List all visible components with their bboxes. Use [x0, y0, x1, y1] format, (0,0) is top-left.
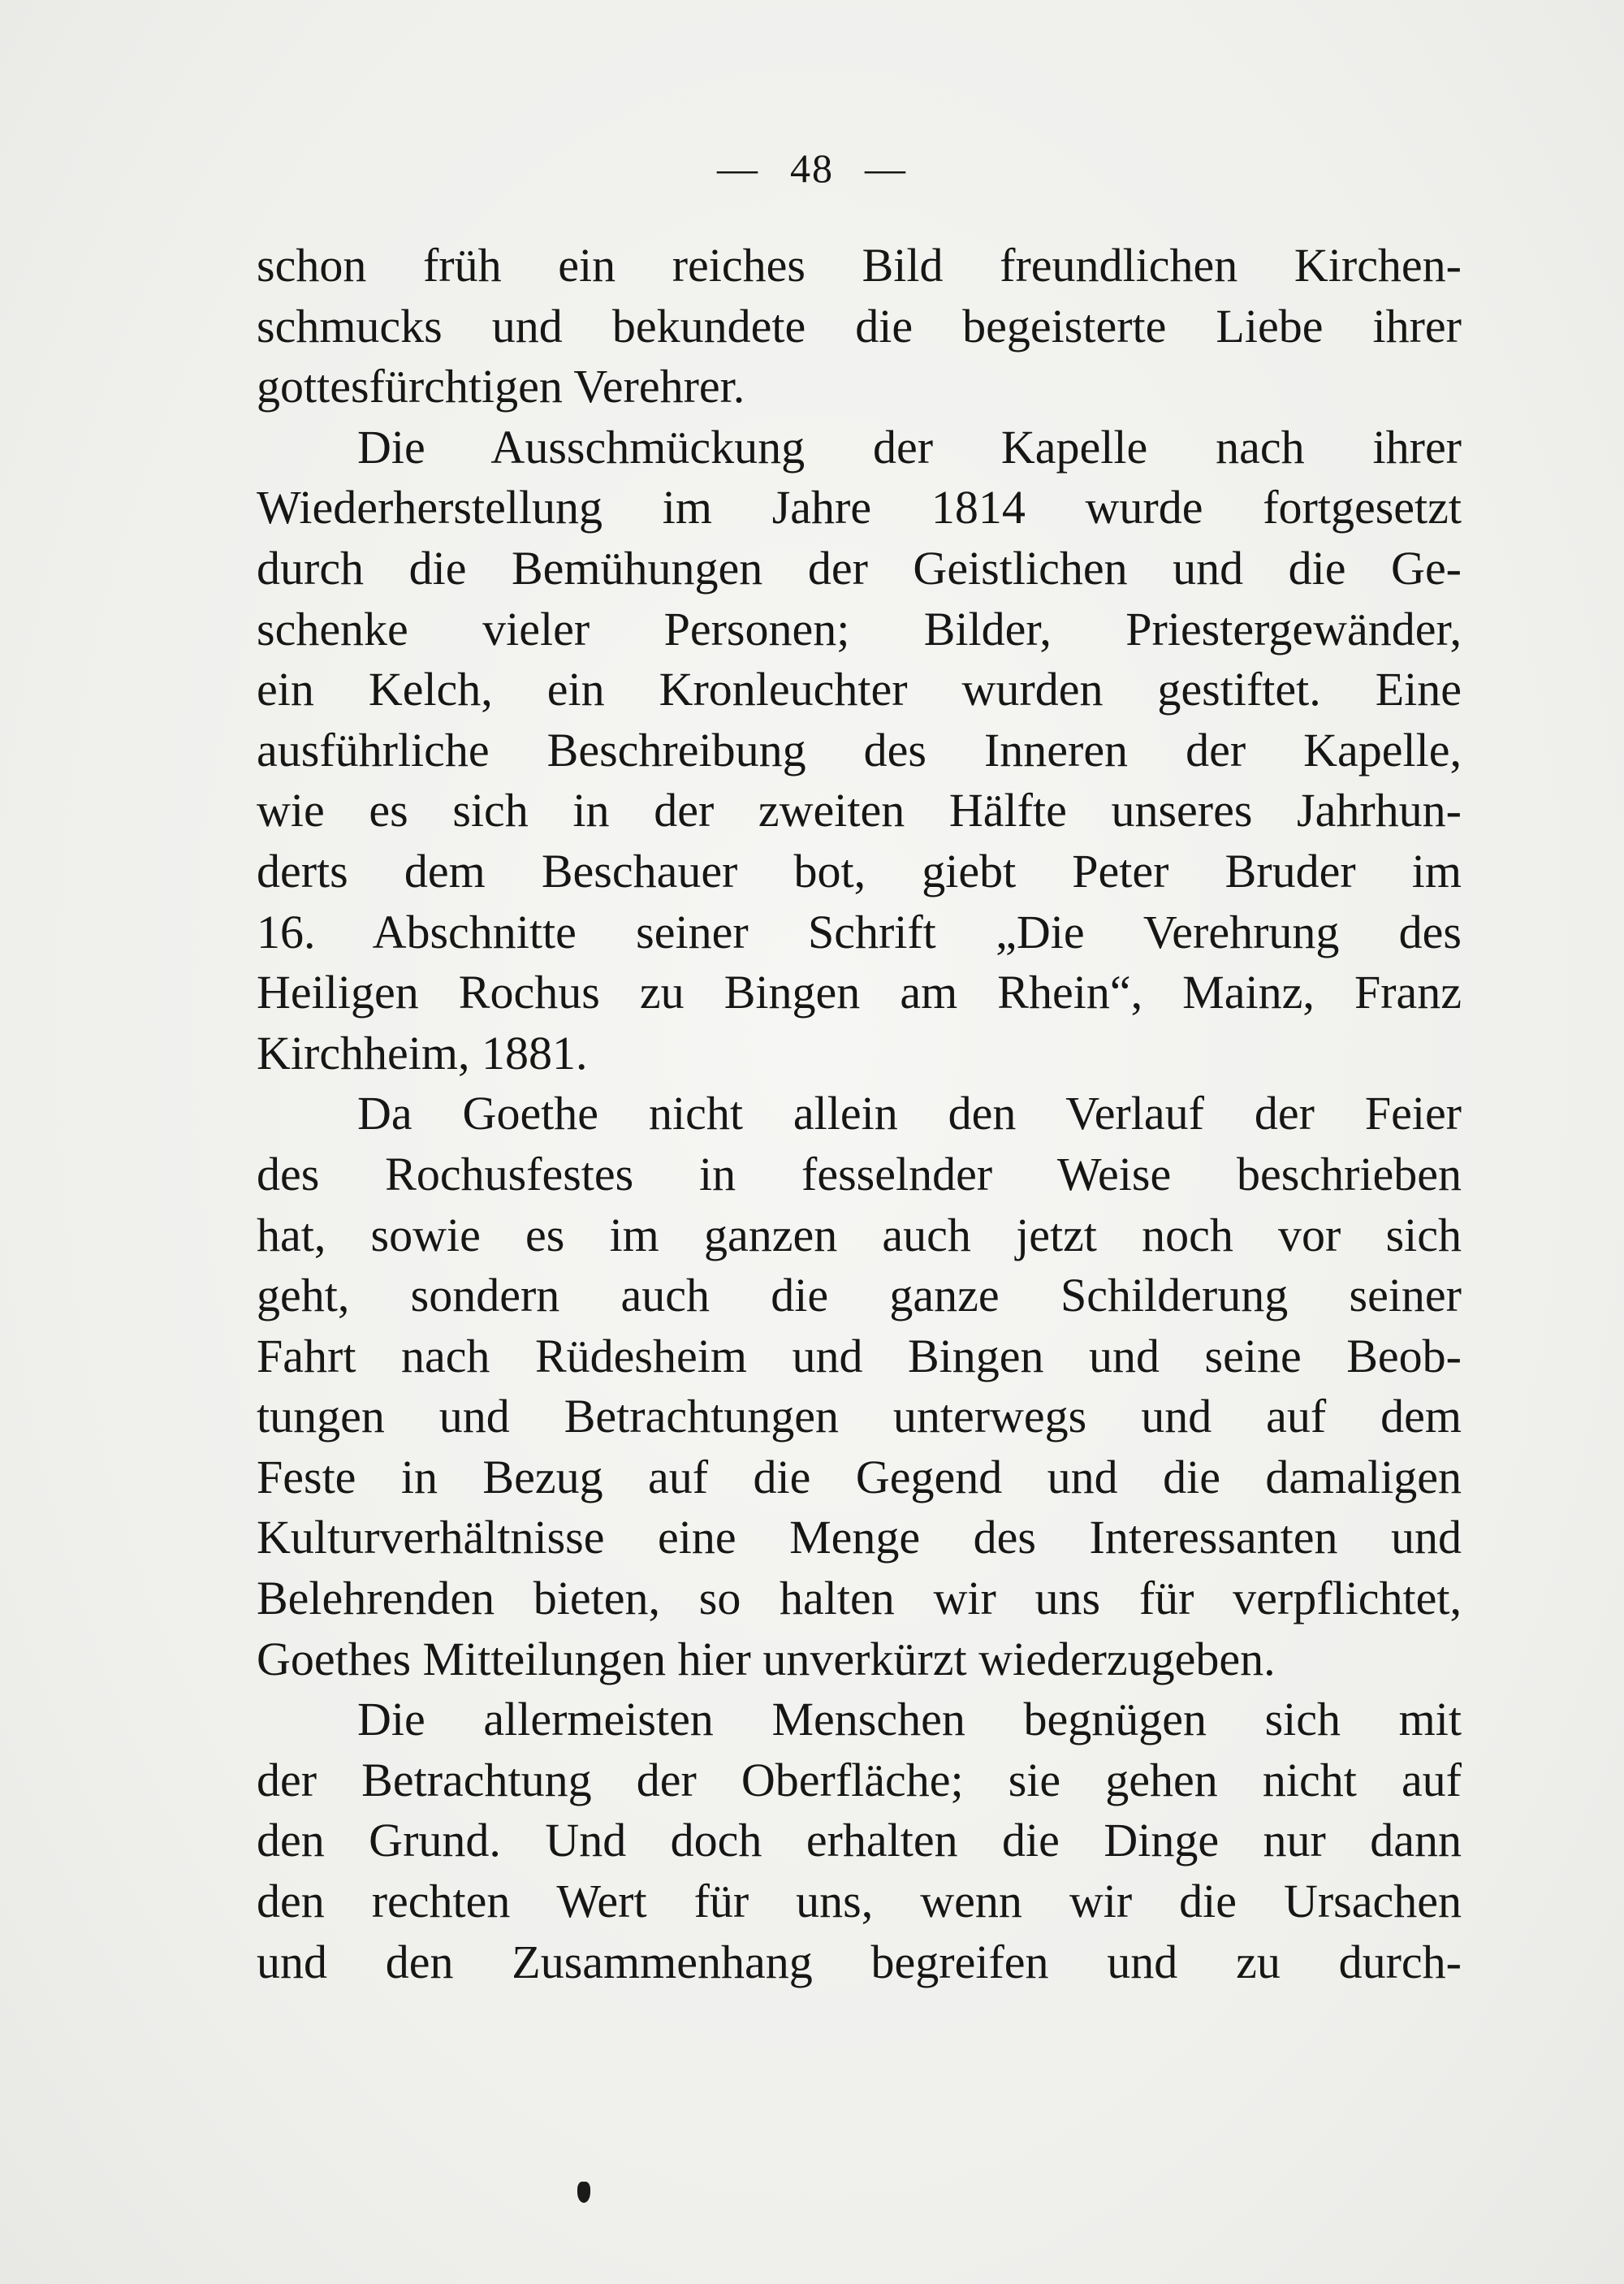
text-line: hat, sowie es im ganzen auch jetzt noch vor sich: [257, 1208, 1462, 1261]
text-line: Heiligen Rochus zu Bingen am Rhein“, Mainz, Franz: [257, 966, 1462, 1019]
text-line: Kulturverhältnisse eine Menge des Interessanten und: [257, 1511, 1462, 1564]
page-number: 48: [790, 145, 834, 191]
text-line: des Rochusfestes in fesselnder Weise beschrieben: [257, 1147, 1462, 1200]
page-number-dash-right: —: [865, 145, 907, 191]
text-line: Wiederherstellung im Jahre 1814 wurde fortgesetzt: [257, 481, 1462, 534]
ink-blot: [577, 2182, 590, 2203]
text-line: der Betrachtung der Oberfläche; sie gehen nicht auf: [257, 1753, 1462, 1806]
body-text: [257, 236, 1462, 1992]
text-line: derts dem Beschauer bot, giebt Peter Bruder im: [257, 844, 1462, 898]
text-line: Feste in Bezug auf die Gegend und die damaligen: [257, 1450, 1462, 1503]
text-line: Die Ausschmückung der Kapelle nach ihrer: [357, 420, 1462, 474]
text-line: Goethes Mitteilungen hier unverkürzt wiederzugeben.: [257, 1632, 1276, 1685]
text-line: ein Kelch, ein Kronleuchter wurden gestiftet. Eine: [257, 663, 1462, 716]
text-line: Da Goethe nicht allein den Verlauf der Feier: [357, 1087, 1462, 1140]
text-line: Die allermeisten Menschen begnügen sich mit: [357, 1693, 1462, 1746]
text-line: schenke vieler Personen; Bilder, Priestergewänder,: [257, 602, 1462, 655]
text-line: und den Zusammenhang begreifen und zu durch-: [257, 1935, 1462, 1988]
page-header: [0, 145, 1624, 192]
text-line: tungen und Betrachtungen unterwegs und auf dem: [257, 1390, 1462, 1443]
text-line: Kirchheim, 1881.: [257, 1026, 588, 1079]
text-line: wie es sich in der zweiten Hälfte unseres Jahrhun-: [257, 784, 1462, 837]
text-line: gottesfürchtigen Verehrer.: [257, 360, 745, 413]
text-line: geht, sondern auch die ganze Schilderung seiner: [257, 1269, 1462, 1322]
text-line: ausführliche Beschreibung des Inneren der Kapelle,: [257, 723, 1462, 776]
text-line: Fahrt nach Rüdesheim und Bingen und seine Beob-: [257, 1329, 1462, 1382]
text-line: schmucks und bekundete die begeisterte Liebe ihrer: [257, 299, 1462, 353]
text-line: den rechten Wert für uns, wenn wir die Ursachen: [257, 1875, 1462, 1928]
text-line: den Grund. Und doch erhalten die Dinge nur dann: [257, 1814, 1462, 1867]
text-line: durch die Bemühungen der Geistlichen und die Ge-: [257, 541, 1462, 595]
text-line: 16. Abschnitte seiner Schrift „Die Verehrung des: [257, 905, 1462, 958]
text-line: schon früh ein reiches Bild freundlichen Kirchen-: [257, 239, 1462, 292]
text-line: Belehrenden bieten, so halten wir uns für verpflichtet,: [257, 1572, 1462, 1625]
page-number-dash-left: —: [717, 145, 759, 191]
